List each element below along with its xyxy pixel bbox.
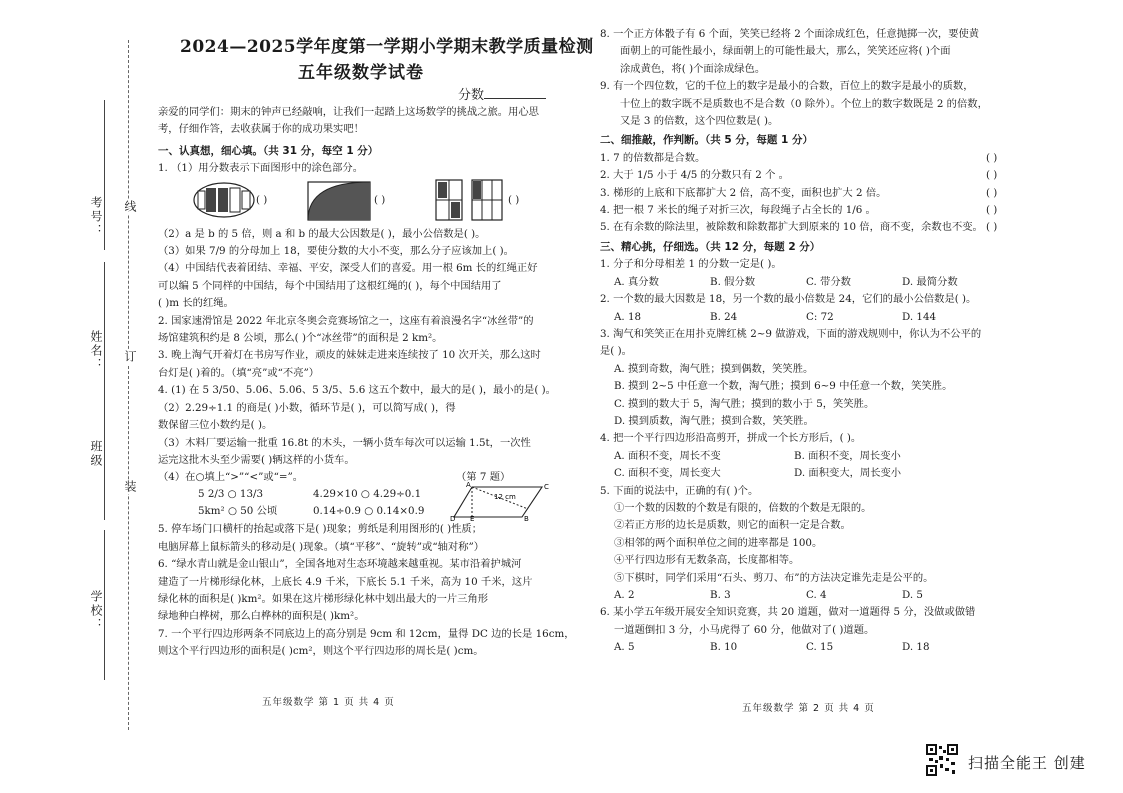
intro-line-1: 亲爱的同学们：期末的钟声已经敲响，让我们一起踏上这场数学的挑战之旅。用心思: [158, 106, 539, 118]
choice-5-statement-5: ⑤下棋时，同学们采用“石头、剪刀、布”的方法决定谁先走是公平的。: [614, 571, 934, 584]
dimension-label: 12 cm: [494, 493, 516, 502]
choice-3-option-d[interactable]: D. 摸到质数，淘气胜；摸到合数，笑笑胜。: [614, 414, 814, 427]
choice-4: 4. 把一个平行四边形沿高剪开，拼成一个长方形后，( )。: [600, 432, 862, 445]
binding-margin: [0, 0, 150, 793]
school-label: 学校：: [89, 590, 103, 632]
q4-2-line-1: （2）2.29÷1.1 的商是( )小数，循环节是( )，可以简写成( )，得: [158, 401, 456, 414]
choice-2-option-c[interactable]: C: 72: [806, 310, 834, 323]
q4-3-line-1: （3）木料厂要运输一批重 16.8t 的木头，一辆小货车每次可以运输 1.5t，一次性: [158, 436, 531, 449]
q6-line-4: 绿地种白桦树，那么白桦林的面积是( )km²。: [158, 610, 365, 623]
choice-6-line-1: 6. 某小学五年级开展安全知识竞赛，共 20 道题，做对一道题得 5 分，没做或做错: [600, 606, 976, 619]
choice-4-option-a[interactable]: A. 面积不变，周长不变: [614, 449, 721, 462]
q1-1: 1. （1）用分数表示下面图形中的涂色部分。: [158, 162, 363, 175]
vertex-c-label: C: [544, 483, 549, 492]
intro-line-2: 考，仔细作答，去收获属于你的成功果实吧！: [158, 123, 364, 136]
choice-3-line-2: 是( )。: [600, 345, 632, 358]
exam-number-label: 考号：: [89, 196, 103, 238]
q1-4-line-1: （4）中国结代表着团结、幸福、平安，深受人们的喜爱。用一根 6m 长的红绳正好: [158, 262, 538, 275]
choice-6-option-b[interactable]: B. 10: [710, 641, 738, 654]
q8-line-3: 涂成黄色，将( )个面涂成绿色。: [620, 62, 766, 75]
choice-5-statement-4: ④平行四边形有无数条高，长度都相等。: [614, 554, 800, 567]
page-1-footer: 五年级数学 第 1 页 共 4 页: [262, 697, 395, 708]
score-label: 分数: [458, 88, 485, 103]
qr-code-icon: [926, 744, 958, 776]
fig1-answer-paren: ( ): [256, 193, 268, 206]
judge-5-paren[interactable]: ( ): [986, 221, 998, 234]
school-line: [104, 530, 105, 680]
choice-5-statement-1: ①一个数的因数的个数是有限的，倍数的个数是无限的。: [614, 501, 872, 514]
compare-4: 0.14÷0.9 ○ 0.14×0.9: [313, 505, 425, 518]
fig3-answer-paren: ( ): [508, 193, 520, 206]
q6-line-2: 建造了一片梯形绿化林，上底长 4.9 千米，下底长 5.1 千米，高为 10 千米，这片: [158, 575, 533, 588]
choice-5-statement-3: ③相邻的两个面积单位之间的进率都是 100。: [614, 536, 823, 549]
q7-line-2: 则这个平行四边形的面积是( )cm²，则这个平行四边形的周长是( )cm。: [158, 645, 484, 658]
choice-5-statement-2: ②若正方形的边长是质数，则它的面积一定是合数。: [614, 519, 851, 532]
choice-6-options: [600, 639, 1030, 656]
vertex-e-label: E: [470, 515, 475, 522]
fig7-label: （第 7 题）: [456, 471, 511, 484]
q1-2: （2）a 是 b 的 5 倍，则 a 和 b 的最大公因数是( )，最小公倍数是( )。: [158, 227, 486, 240]
judge-2-text: 2. 大于 1/5 小于 4/5 的分数只有 2 个 。: [600, 169, 789, 182]
class-label: 班级: [89, 440, 103, 468]
q9-line-1: 9. 有一个四位数，它的千位上的数字是最小的合数，百位上的数字是最小的质数，: [600, 80, 974, 93]
choice-4-option-b[interactable]: B. 面积不变，周长变小: [794, 449, 901, 462]
exam-title: 2024—2025学年度第一学期小学期末教学质量检测: [180, 37, 594, 57]
class-line: [104, 400, 105, 520]
binding-mark-ding: 订: [123, 350, 137, 364]
choice-3-option-c[interactable]: C. 摸到的数大于 5，淘气胜；摸到的数小于 5，笑笑胜。: [614, 397, 875, 410]
q8-line-2: 面朝上的可能性最小，绿面朝上的可能性最大，那么，笑笑还应将( )个面: [620, 45, 951, 58]
right-column: [600, 26, 1030, 657]
choice-2: 2. 一个数的最大因数是 18，另一个数的最小倍数是 24，它们的最小公倍数是( )。: [600, 293, 977, 306]
choice-6-line-2: 一道题倒扣 3 分，小马虎得了 60 分，他做对了( )道题。: [614, 623, 875, 636]
choice-1-option-c[interactable]: C. 带分数: [806, 275, 851, 288]
vertex-d-label: D: [450, 515, 456, 522]
choice-2-option-b[interactable]: B. 24: [710, 310, 738, 323]
student-name-line: [104, 262, 105, 402]
choice-4-option-d[interactable]: D. 面积变大，周长变小: [794, 467, 902, 480]
fraction-figures: [158, 178, 578, 226]
compare-2: 4.29×10 ○ 4.29÷0.1: [313, 488, 422, 501]
q1-4-line-2: 可以编 5 个同样的中国结，每个中国结用了这根红绳的( )，每个中国结用了: [158, 279, 502, 292]
judge-1-paren[interactable]: ( ): [986, 151, 998, 164]
choice-2-options: [600, 309, 1030, 326]
page-2-footer: 五年级数学 第 2 页 共 4 页: [742, 703, 875, 714]
q8-line-1: 8. 一个正方体骰子有 6 个面，笑笑已经将 2 个面涂成红色，任意抛掷一次，要使黄: [600, 28, 980, 40]
q4-3-line-2: 运完这批木头至少需要( )辆这样的小货车。: [158, 453, 355, 466]
exam-subtitle: 五年级数学试卷: [298, 63, 424, 83]
choice-4-options-row-1: [600, 448, 1030, 465]
choice-5-options: [600, 587, 1030, 604]
choice-1-option-a[interactable]: A. 真分数: [614, 275, 659, 288]
q1-3: （3）如果 7/9 的分母加上 18，要使分数的大小不变，那么分子应该加上( )。: [158, 245, 514, 258]
judge-list: [600, 150, 1030, 237]
judge-3-text: 3. 梯形的上底和下底都扩大 2 倍，高不变，面积也扩大 2 倍。: [600, 186, 887, 199]
q4-4-block: [158, 469, 578, 521]
q7-line-1: 7. 一个平行四边形两条不同底边上的高分别是 9cm 和 12cm，量得 DC 边的长是 16cm，: [158, 627, 575, 640]
choice-5-option-c[interactable]: C. 4: [806, 589, 827, 601]
q5-line-2: 电脑屏幕上鼠标箭头的移动是( )现象。（填“平移”、“旋转”或“轴对称”）: [158, 540, 485, 553]
vertex-b-label: B: [524, 515, 529, 522]
q2-line-1: 2. 国家速滑馆是 2022 年北京冬奥会竞赛场馆之一，这座有着浪漫名字“冰丝带”的: [158, 314, 534, 327]
q6-line-1: 6. “绿水青山就是金山银山”，全国各地对生态环境越来越重视。某市沿着护城河: [158, 558, 522, 571]
choice-5-option-b[interactable]: B. 3: [710, 589, 731, 601]
q3-line-1: 3. 晚上淘气开着灯在书房写作业，顽皮的妹妹走进来连续按了 10 次开关，那么这时: [158, 349, 541, 362]
judge-1-text: 1. 7 的倍数都是合数。: [600, 151, 706, 164]
judge-5-text: 5. 在有余数的除法里，被除数和除数都扩大到原来的 10 倍，商不变，余数也不变。: [600, 221, 983, 234]
choice-5-option-d[interactable]: D. 5: [902, 589, 923, 601]
q9-line-2: 十位上的数字既不是质数也不是合数（0 除外）。个位上的数字数既是 2 的倍数，: [620, 97, 988, 110]
vertex-a-label: A: [466, 481, 471, 490]
choice-5: 5. 下面的说法中，正确的有( )个。: [600, 484, 759, 497]
judge-5: [600, 219, 1030, 236]
q4-4: （4）在○填上“>”“<”或“=”。: [158, 471, 304, 484]
judge-4-text: 4. 把一根 7 米长的绳子对折三次，每段绳子占全长的 1/6 。: [600, 204, 876, 217]
q6-line-3: 绿化林的面积是( )km²。如果在这片梯形绿化林中划出最大的一片三角形: [158, 592, 489, 605]
choice-3-line-1: 3. 淘气和笑笑正在用扑克牌红桃 2~9 做游戏，下面的游戏规则中，你认为不公平的: [600, 327, 982, 340]
choice-6-option-d[interactable]: D. 18: [902, 641, 930, 654]
parallelogram-figure: [450, 481, 550, 521]
section-2-heading: 二、细推敲，作判断。（共 5 分，每题 1 分）: [600, 134, 813, 147]
choice-1-option-d[interactable]: D. 最简分数: [902, 275, 958, 288]
judge-4-paren[interactable]: ( ): [986, 204, 998, 217]
left-column: [158, 104, 578, 661]
choice-6-option-c[interactable]: C. 15: [806, 641, 834, 654]
judge-3: [600, 185, 1030, 202]
q4-2-line-2: 数保留三位小数约是( )。: [158, 419, 273, 432]
judge-3-paren[interactable]: ( ): [986, 186, 998, 199]
binding-mark-xian: 线: [123, 200, 137, 214]
choice-2-option-a[interactable]: A. 18: [614, 310, 642, 323]
q4-1: 4. (1) 在 5 3/50、5.06̇、5.06̇、5 3/5、5.6 这五个数中，最大的是( )，最小的是( )。: [158, 384, 556, 397]
choice-3-option-b[interactable]: B. 摸到 2~5 中任意一个数，淘气胜；摸到 6~9 中任意一个数，笑笑胜。: [614, 380, 953, 393]
judge-2-paren[interactable]: ( ): [986, 169, 998, 182]
choice-5-option-a[interactable]: A. 2: [614, 589, 635, 601]
student-name-label: 姓名：: [89, 330, 103, 372]
choice-6-option-a[interactable]: A. 5: [614, 641, 635, 654]
scanner-watermark: 扫描全能王 创建: [968, 754, 1086, 772]
q5-line-1: 5. 停车场门口横杆的抬起或落下是( )现象；剪纸是利用图形的( )性质；: [158, 523, 483, 536]
choice-4-options-row-2: [600, 465, 1030, 482]
binding-mark-zhuang: 装: [123, 480, 137, 494]
score-line: [484, 86, 546, 99]
fig2-answer-paren: ( ): [374, 193, 386, 206]
score-field: [458, 84, 546, 103]
q1-4-line-3: ( )m 长的红绳。: [158, 297, 234, 310]
compare-1: 5 2/3 ○ 13/3: [198, 488, 264, 501]
choice-1-option-b[interactable]: B. 假分数: [710, 275, 756, 288]
binding-dashed-line: [128, 40, 129, 730]
exam-number-line: [104, 100, 105, 250]
q2-line-2: 场馆建筑积约是 8 公顷，那么( )个“冰丝带”的面积是 2 km²。: [158, 332, 443, 345]
section-1-heading: 一、认真想，细心填。（共 31 分，每空 1 分）: [158, 144, 379, 157]
judge-2: [600, 167, 1030, 184]
judge-4: [600, 202, 1030, 219]
section-3-heading: 三、精心挑，仔细选。（共 12 分，每题 2 分）: [600, 240, 821, 253]
choice-3-option-a[interactable]: A. 摸到奇数，淘气胜；摸到偶数，笑笑胜。: [614, 362, 814, 375]
compare-3: 5km² ○ 50 公顷: [198, 505, 278, 518]
q9-line-3: 又是 3 的倍数，这个四位数是( )。: [620, 115, 779, 128]
q3-line-2: 台灯是( )着的。（填“亮”或“不亮”）: [158, 366, 320, 379]
choice-2-option-d[interactable]: D. 144: [902, 310, 937, 323]
choice-4-option-c[interactable]: C. 面积不变，周长变大: [614, 467, 721, 480]
choice-1-options: [600, 274, 1030, 291]
judge-1: [600, 150, 1030, 167]
choice-1: 1. 分子和分母相差 1 的分数一定是( )。: [600, 258, 782, 271]
